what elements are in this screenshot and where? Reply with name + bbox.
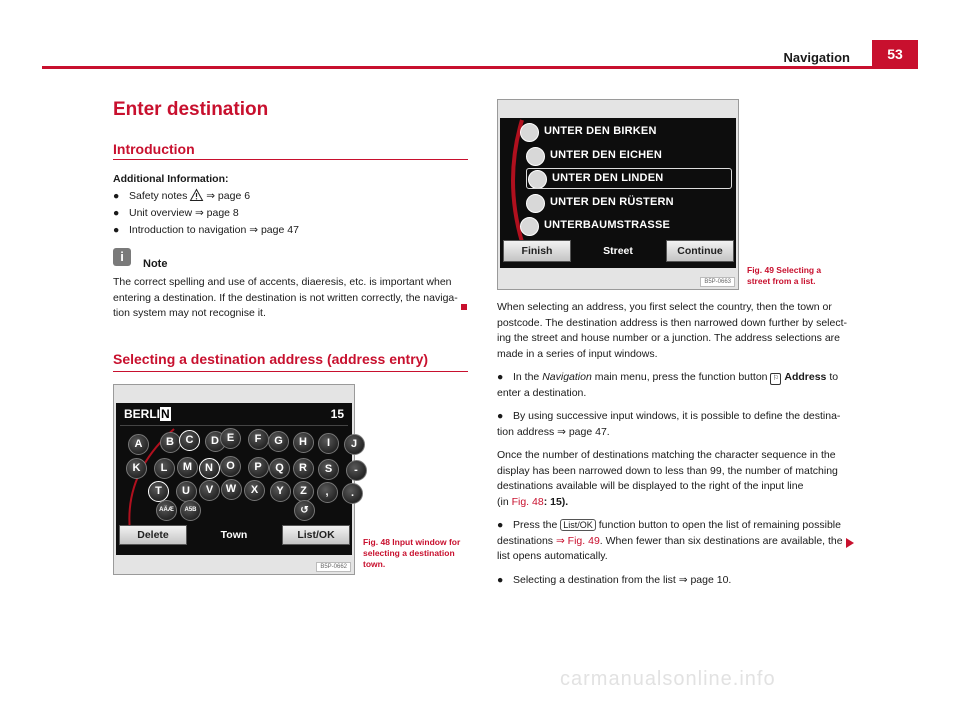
key-g[interactable]: G bbox=[268, 431, 289, 452]
bullet-nav-intro: ● Introduction to navigation ⇒ page 47 bbox=[113, 224, 299, 236]
key-o[interactable]: O bbox=[220, 456, 241, 477]
list-item-radio[interactable] bbox=[526, 147, 545, 166]
key-r[interactable]: R bbox=[293, 458, 314, 479]
list-ok-inline-button: List/OK bbox=[560, 519, 596, 531]
key-voice[interactable]: ↺ bbox=[294, 500, 315, 521]
key-z[interactable]: Z bbox=[293, 481, 314, 502]
delete-button[interactable]: Delete bbox=[119, 525, 187, 545]
key-numeric[interactable]: A5B bbox=[180, 500, 201, 521]
street-list-item[interactable]: UNTERBAUMSTRASSE bbox=[544, 219, 671, 231]
para-intro: When selecting an address, you first select the country, then the town or postcode. The destination address is then narrowed down further by select- ing the street and house number or a junction. The address selections are made in a series of input windows. bbox=[497, 301, 848, 360]
figure-49-caption: Fig. 49 Selecting a street from a list. bbox=[747, 265, 822, 286]
bullet-safety-notes: ● Safety notes ⇒ page 6 bbox=[113, 190, 251, 202]
key-j[interactable]: J bbox=[344, 434, 365, 455]
address-rule bbox=[113, 371, 468, 372]
key-d[interactable]: D bbox=[205, 431, 226, 452]
bullet-list-ok: ● Press the List/OK function button to open the list of remaining possible destinations ⇒ Fig. 49. When fewer than six destinations are available, the list opens automatically. bbox=[497, 519, 843, 562]
list-item-radio[interactable] bbox=[520, 123, 539, 142]
para-count: Once the number of destinations matching the character sequence in the display has been narrowed down to less than 99, the number of matching destinations available will be displayed to the right of the input line (in Fig. 48: 15). bbox=[497, 449, 838, 508]
key-p[interactable]: P bbox=[248, 457, 269, 478]
key-f[interactable]: F bbox=[248, 429, 269, 450]
bullet-select-list: ● Selecting a destination from the list ⇒ page 10. bbox=[497, 573, 732, 586]
continue-button[interactable]: Continue bbox=[666, 240, 734, 262]
key-s[interactable]: S bbox=[318, 459, 339, 480]
key-c[interactable]: C bbox=[179, 430, 200, 451]
key-h[interactable]: H bbox=[293, 432, 314, 453]
key-x[interactable]: X bbox=[244, 480, 265, 501]
list-item-radio[interactable] bbox=[520, 217, 539, 236]
section-title: Navigation bbox=[783, 50, 850, 65]
figure-49 bbox=[497, 99, 739, 290]
note-icon: i bbox=[113, 248, 131, 266]
header-rule bbox=[42, 66, 918, 69]
figure-code: B5P-0663 bbox=[700, 277, 735, 287]
key-comma[interactable]: , bbox=[317, 482, 338, 503]
page-number: 53 bbox=[872, 40, 918, 66]
note-heading: Note bbox=[143, 258, 168, 270]
figure-48 bbox=[113, 384, 358, 575]
key-u[interactable]: U bbox=[176, 481, 197, 502]
key-b[interactable]: B bbox=[160, 432, 181, 453]
right-body-text bbox=[497, 300, 852, 588]
address-heading: Selecting a destination address (address entry) bbox=[113, 351, 429, 367]
mode-label: Town bbox=[220, 529, 248, 541]
key-i[interactable]: I bbox=[318, 433, 339, 454]
key-w[interactable]: W bbox=[221, 479, 242, 500]
key-accents[interactable]: AÄÆ bbox=[156, 500, 177, 521]
note-text: The correct spelling and use of accents, diaeresis, etc. is important when entering a destination. If the destination is not written correctly, the naviga- tion system may not recognise it. bbox=[113, 276, 458, 319]
warning-icon bbox=[190, 189, 203, 201]
finish-button[interactable]: Finish bbox=[503, 240, 571, 262]
page-heading: Enter destination bbox=[113, 99, 269, 120]
figure-code: B5P-0662 bbox=[316, 562, 351, 572]
key-q[interactable]: Q bbox=[269, 458, 290, 479]
bullet-input-windows: ● By using successive input windows, it is possible to define the destina- tion address ⇒ page 47. bbox=[497, 410, 841, 438]
key-m[interactable]: M bbox=[177, 457, 198, 478]
flag-icon: ⚐ bbox=[770, 373, 781, 385]
watermark: carmanualsonline.info bbox=[560, 668, 776, 690]
intro-heading: Introduction bbox=[113, 141, 195, 157]
list-item-radio[interactable] bbox=[526, 194, 545, 213]
figure-48-caption: Fig. 48 Input window for selecting a destination town. bbox=[363, 537, 461, 569]
list-ok-button[interactable]: List/OK bbox=[282, 525, 350, 545]
key-l[interactable]: L bbox=[154, 458, 175, 479]
key-n[interactable]: N bbox=[199, 458, 220, 479]
list-screen bbox=[500, 118, 736, 268]
key-y[interactable]: Y bbox=[270, 481, 291, 502]
keyboard-screen bbox=[116, 403, 358, 555]
key-period[interactable]: . bbox=[342, 483, 363, 504]
key-a[interactable]: A bbox=[128, 434, 149, 455]
additional-info-label: Additional Information: bbox=[113, 173, 229, 185]
key-k[interactable]: K bbox=[126, 458, 147, 479]
key-v[interactable]: V bbox=[199, 480, 220, 501]
input-field[interactable]: BERLIN bbox=[124, 407, 170, 421]
street-list-item[interactable]: UNTER DEN BIRKEN bbox=[544, 125, 657, 137]
street-list-item[interactable]: UNTER DEN EICHEN bbox=[550, 148, 662, 161]
street-list-item[interactable]: UNTER DEN LINDEN bbox=[552, 172, 664, 184]
bullet-address-button: ● In the Navigation main menu, press the function button ⚐ Address to enter a destination. bbox=[497, 371, 839, 399]
intro-rule bbox=[113, 159, 468, 160]
key-dash[interactable]: - bbox=[346, 460, 367, 481]
continue-arrow-icon bbox=[846, 538, 854, 548]
bullet-unit-overview: ● Unit overview ⇒ page 8 bbox=[113, 207, 239, 219]
mode-label: Street bbox=[603, 245, 633, 257]
match-count: 15 bbox=[330, 407, 344, 421]
section-end-mark bbox=[461, 304, 467, 310]
key-e[interactable]: E bbox=[220, 428, 241, 449]
key-t[interactable]: T bbox=[148, 481, 169, 502]
street-list-item[interactable]: UNTER DEN RÜSTERN bbox=[550, 195, 674, 208]
